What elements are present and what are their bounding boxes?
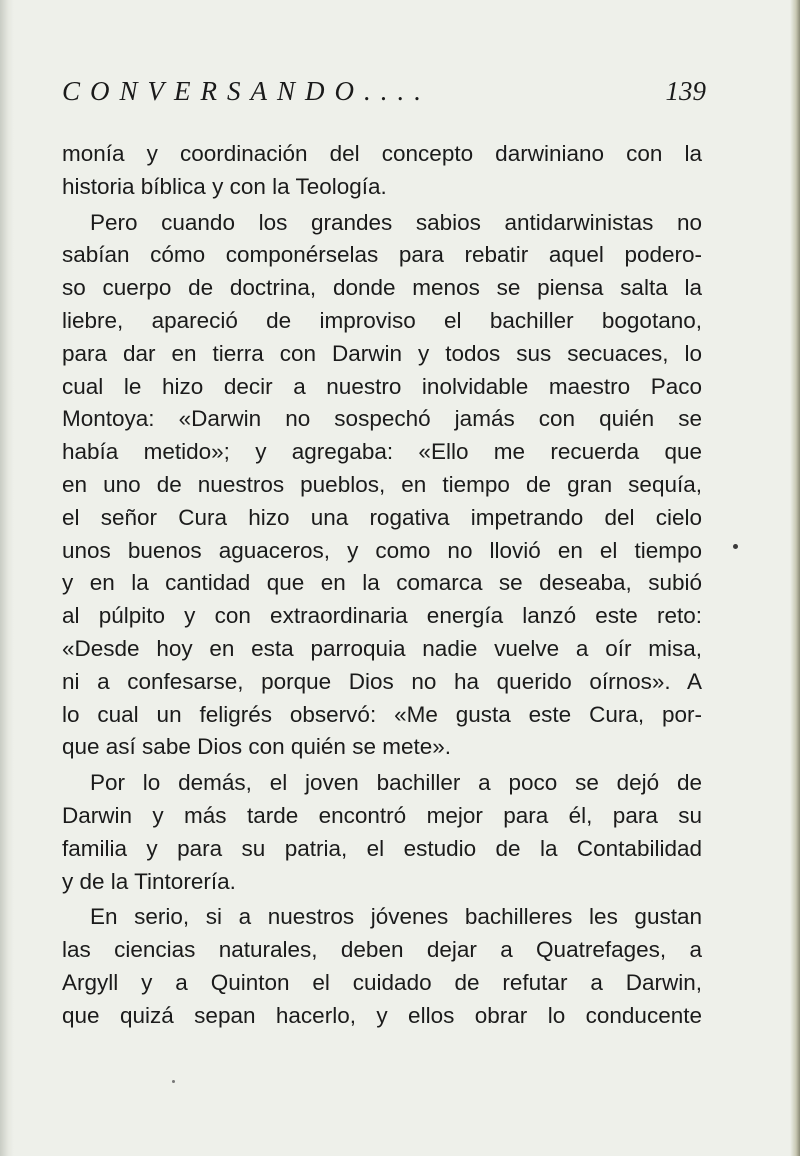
text-line: para dar en tierra con Darwin y todos sus secuaces, lo bbox=[62, 340, 702, 366]
text-line: al púlpito y con extraordinaria energía lanzó este reto: bbox=[62, 603, 702, 629]
text-line: historia bíblica y con la Teología. bbox=[62, 173, 387, 199]
paragraph bbox=[62, 901, 702, 1032]
text-line: en uno de nuestros pueblos, en tiempo de gran sequía, bbox=[62, 471, 702, 497]
text-line: Por lo demás, el joven bachiller a poco se dejó de bbox=[90, 770, 702, 796]
paragraph bbox=[62, 138, 702, 204]
ink-speck bbox=[172, 1080, 175, 1083]
text-line: Pero cuando los grandes sabios antidarwinistas no bbox=[90, 209, 702, 235]
page-right-edge bbox=[790, 0, 800, 1156]
text-line: En serio, si a nuestros jóvenes bachilleres les gustan bbox=[90, 904, 702, 930]
text-line: «Desde hoy en esta parroquia nadie vuelve a oír misa, bbox=[62, 635, 702, 661]
text-line: las ciencias naturales, deben dejar a Quatrefages, a bbox=[62, 937, 702, 963]
text-line: monía y coordinación del concepto darwiniano con la bbox=[62, 141, 702, 166]
text-line: que quizá sepan hacerlo, y ellos obrar lo conducente bbox=[62, 1002, 702, 1028]
text-line: familia y para su patria, el estudio de la Contabilidad bbox=[62, 835, 702, 861]
text-line: el señor Cura hizo una rogativa impetrando del cielo bbox=[62, 504, 702, 530]
text-line: unos buenos aguaceros, y como no llovió en el tiempo bbox=[62, 537, 702, 563]
page-left-edge bbox=[0, 0, 14, 1156]
text-line: y de la Tintorería. bbox=[62, 868, 236, 894]
text-line: so cuerpo de doctrina, donde menos se piensa salta la bbox=[62, 275, 702, 301]
running-head: CONVERSANDO.... bbox=[62, 76, 431, 106]
body-text bbox=[62, 138, 702, 1033]
text-line: ni a confesarse, porque Dios no ha querido oírnos». A bbox=[62, 668, 702, 694]
ink-speck bbox=[733, 544, 738, 549]
text-line: liebre, apareció de improviso el bachiller bogotano, bbox=[62, 307, 702, 333]
page-number: 139 bbox=[665, 76, 706, 106]
text-line: y en la cantidad que en la comarca se deseaba, subió bbox=[62, 570, 702, 596]
text-line: Darwin y más tarde encontró mejor para él, para su bbox=[62, 802, 702, 828]
page-header bbox=[62, 76, 706, 116]
text-line: que así sabe Dios con quién se mete». bbox=[62, 734, 451, 760]
text-line: había metido»; y agregaba: «Ello me recuerda que bbox=[62, 439, 702, 465]
paragraph bbox=[62, 207, 702, 765]
text-line: cual le hizo decir a nuestro inolvidable maestro Paco bbox=[62, 373, 702, 399]
paragraph bbox=[62, 767, 702, 898]
text-line: lo cual un feligrés observó: «Me gusta este Cura, por- bbox=[62, 701, 702, 727]
text-line: sabían cómo componérselas para rebatir aquel podero- bbox=[62, 242, 702, 268]
text-line: Montoya: «Darwin no sospechó jamás con quién se bbox=[62, 406, 702, 432]
text-line: Argyll y a Quinton el cuidado de refutar a Darwin, bbox=[62, 969, 702, 995]
